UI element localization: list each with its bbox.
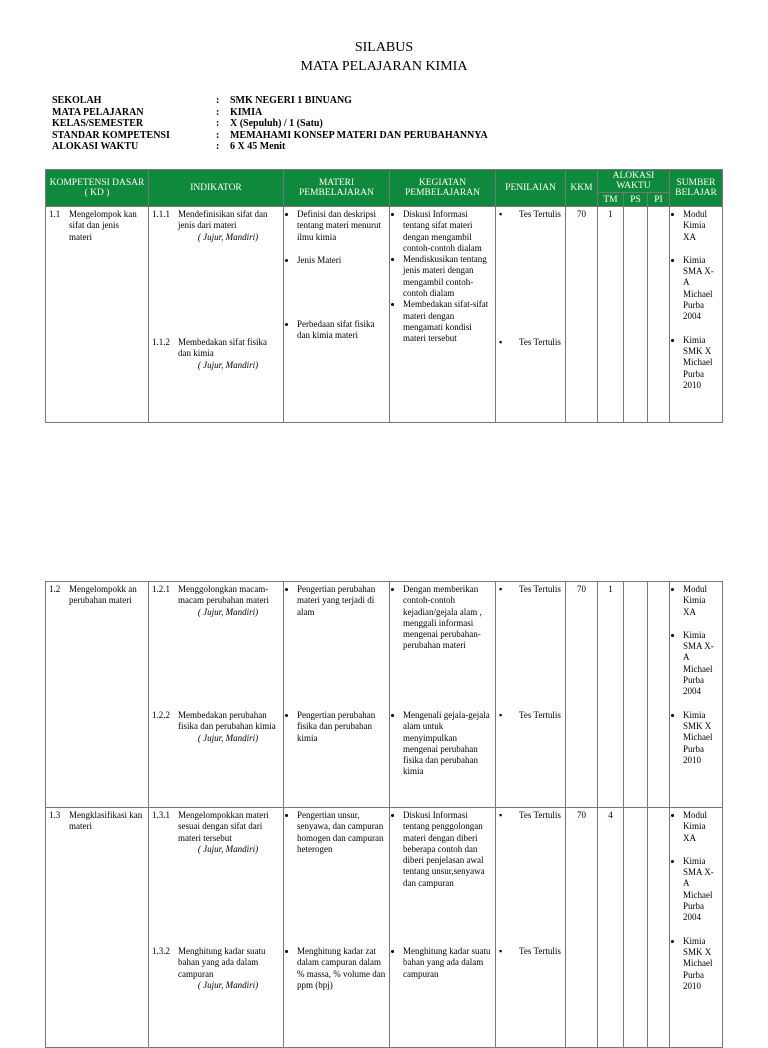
syllabus-table-1 — [45, 169, 723, 423]
penilaian-item: Tes Tertulis — [519, 710, 561, 720]
penilaian-item: Tes Tertulis — [519, 810, 561, 820]
indikator-number: 1.3.2 — [152, 946, 170, 956]
col-kd: KOMPETENSI DASAR ( KD ) — [46, 170, 149, 207]
info-row-kelas: KELAS/SEMESTER : X (Sepuluh) / 1 (Satu) — [52, 118, 323, 129]
penilaian-item: Tes Tertulis — [519, 946, 561, 956]
sumber-item: • Modul Kimia XA — [683, 810, 719, 844]
tm-cell: 1 — [598, 582, 624, 808]
pi-cell — [648, 582, 670, 808]
info-label: ALOKASI WAKTU — [52, 141, 139, 152]
indikator-number: 1.3.1 — [152, 810, 170, 820]
indikator-number: 1.1.1 — [152, 209, 170, 219]
kegiatan-item: • Diskusi Informasi tentang sifat materi dengan mengambil contoh-contoh dialam — [403, 209, 492, 254]
indikator-number: 1.1.2 — [152, 337, 170, 347]
sumber-item: • Kimia SMK X Michael Purba 2010 — [683, 936, 719, 992]
kegiatan-item: • Diskusi Informasi tentang penggolongan materi dengan diberi beberapa contoh dan diberi penjelasan awal tentang unsur,senyawa dan campuran — [403, 810, 492, 946]
sumber-item: • Modul Kimia XA — [683, 209, 719, 243]
kd-number: 1.1 — [49, 209, 61, 219]
kkm-cell: 70 — [566, 808, 598, 1048]
indikator-text: Mengelompokkan materi sesuai dengan sifat dari materi tersebut — [178, 810, 269, 843]
syllabus-table-2 — [45, 581, 723, 1048]
col-kegiatan: KEGIATAN PEMBELAJARAN — [390, 170, 496, 207]
penilaian-item: Tes Tertulis — [519, 337, 561, 347]
pi-cell — [648, 207, 670, 423]
col-kkm: KKM — [566, 170, 598, 207]
kkm-cell: 70 — [566, 582, 598, 808]
penilaian-item: Tes Tertulis — [519, 209, 561, 219]
kd-number: 1.2 — [49, 584, 61, 594]
info-row-alokasi: ALOKASI WAKTU : 6 X 45 Menit — [52, 141, 286, 152]
kd-text: Mengelompokk an perubahan materi — [69, 584, 137, 606]
info-value: KIMIA — [230, 106, 263, 118]
col-sumber: SUMBER BELAJAR — [670, 170, 723, 207]
info-block — [52, 95, 488, 153]
sumber-cell — [670, 207, 723, 423]
materi-item: • Pengertian perubahan materi yang terjadi di alam — [297, 584, 386, 710]
ps-cell — [624, 808, 648, 1048]
info-row-sk: STANDAR KOMPETENSI : MEMAHAMI KONSEP MATERI DAN PERUBAHANNYA — [52, 129, 488, 141]
document-title: SILABUS — [354, 40, 414, 55]
info-row-sekolah: SEKOLAH : SMK NEGERI 1 BINUANG — [52, 95, 352, 106]
sumber-cell — [670, 582, 723, 808]
indikator-cell — [149, 207, 284, 423]
kegiatan-item: • Dengan memberikan contoh-contoh kejadian/gejala alam , menggali informasi mengenai perubahan-perubahan materi — [403, 584, 492, 710]
indikator-cell — [149, 808, 284, 1048]
indikator-number: 1.2.1 — [152, 584, 170, 594]
sumber-item: • Modul Kimia XA — [683, 584, 719, 618]
col-ps: PS — [624, 193, 648, 207]
sumber-item: • Kimia SMA X-A Michael Purba 2004 — [683, 630, 719, 698]
kegiatan-cell — [390, 582, 496, 808]
materi-item: • Menghitung kadar zat dalam campuran dalam % massa, % volume dan ppm (bpj) — [297, 946, 386, 991]
materi-item: • Definisi dan deskripsi tentang materi menurut ilmu kimia — [297, 209, 386, 243]
sumber-cell — [670, 808, 723, 1048]
kegiatan-item: • Mendiskusikan tentang jenis materi dengan mengambil contoh-contoh dialam — [403, 254, 492, 299]
materi-item: • Jenis Materi — [297, 255, 386, 319]
kd-text: Mengklasifikasi kan materi — [69, 810, 143, 832]
col-indikator: INDIKATOR — [149, 170, 284, 207]
materi-cell — [284, 207, 390, 423]
kegiatan-item: • Menghitung kadar suatu bahan yang ada dalam campuran — [403, 946, 492, 980]
info-label: SEKOLAH — [52, 95, 102, 106]
values-text: ( Jujur, Mandiri) — [197, 843, 259, 854]
indikator-text: Membedakan sifat fisika dan kimia — [178, 337, 267, 359]
kegiatan-cell — [390, 207, 496, 423]
tm-cell: 4 — [598, 808, 624, 1048]
penilaian-cell: ▪ Tes Tertulis ▪ Tes Tertulis — [496, 808, 566, 1048]
table-row — [46, 808, 723, 1048]
indikator-text: Menghitung kadar suatu bahan yang ada dalam campuran — [178, 946, 266, 979]
col-alokasi: ALOKASI WAKTU — [598, 170, 670, 193]
indikator-text: Membedakan perubahan fisika dan perubahan kimia — [178, 710, 276, 732]
indikator-text: Mendefinisikan sifat dan jenis dari materi — [178, 209, 268, 231]
pi-cell — [648, 808, 670, 1048]
table-row — [46, 582, 723, 808]
document-subtitle: MATA PELAJARAN KIMIA — [300, 59, 468, 74]
table-row — [46, 207, 723, 423]
values-text: ( Jujur, Mandiri) — [197, 979, 259, 990]
indikator-cell — [149, 582, 284, 808]
values-text: ( Jujur, Mandiri) — [197, 231, 259, 242]
info-label: STANDAR KOMPETENSI — [52, 129, 170, 141]
indikator-number: 1.2.2 — [152, 710, 170, 720]
kd-cell — [46, 582, 149, 808]
col-penilaian: PENILAIAN — [496, 170, 566, 207]
col-pi: PI — [648, 193, 670, 207]
info-value: SMK NEGERI 1 BINUANG — [230, 95, 352, 106]
info-value: 6 X 45 Menit — [230, 141, 286, 152]
values-text: ( Jujur, Mandiri) — [197, 732, 259, 743]
info-value: X (Sepuluh) / 1 (Satu) — [230, 118, 323, 129]
kd-number: 1.3 — [49, 810, 61, 820]
ps-cell — [624, 582, 648, 808]
kd-text: Mengelompok kan sifat dan jenis materi — [69, 209, 137, 242]
info-row-mapel: MATA PELAJARAN : KIMIA — [52, 106, 263, 118]
info-label: KELAS/SEMESTER — [52, 118, 144, 129]
tm-cell: 1 — [598, 207, 624, 423]
values-text: ( Jujur, Mandiri) — [197, 359, 259, 370]
kegiatan-cell — [390, 808, 496, 1048]
sumber-item: • Kimia SMA X-A Michael Purba 2004 — [683, 856, 719, 924]
ps-cell — [624, 207, 648, 423]
penilaian-cell: ▪ Tes Tertulis ▪ Tes Tertulis — [496, 582, 566, 808]
kd-cell — [46, 808, 149, 1048]
info-value: MEMAHAMI KONSEP MATERI DAN PERUBAHANNYA — [230, 129, 488, 141]
kd-cell — [46, 207, 149, 423]
values-text: ( Jujur, Mandiri) — [197, 606, 259, 617]
materi-cell — [284, 582, 390, 808]
indikator-text: Menggolongkan macam-macam perubahan materi — [178, 584, 269, 606]
kegiatan-item: • Mengenali gejala-gejala alam untuk menyimpulkan mengenai perubahan fisika dan perubahan kimia — [403, 710, 492, 778]
kkm-cell: 70 — [566, 207, 598, 423]
kegiatan-item: • Membedakan sifat-sifat materi dengan mengamati kondisi materi tersebut — [403, 299, 492, 344]
materi-cell — [284, 808, 390, 1048]
info-label: MATA PELAJARAN — [52, 106, 144, 118]
col-tm: TM — [598, 193, 624, 207]
materi-item: • Pengertian perubahan fisika dan perubahan kimia — [297, 710, 386, 744]
materi-item: • Pengertian unsur, senyawa, dan campuran homogen dan campuran heterogen — [297, 810, 386, 946]
sumber-item: • Kimia SMK X Michael Purba 2010 — [683, 710, 719, 766]
sumber-item: • Kimia SMA X-A Michael Purba 2004 — [683, 255, 719, 323]
penilaian-item: Tes Tertulis — [519, 584, 561, 594]
penilaian-cell: ▪ Tes Tertulis ▪ Tes Tertulis — [496, 207, 566, 423]
sumber-item: • Kimia SMK X Michael Purba 2010 — [683, 335, 719, 391]
materi-item: • Perbedaan sifat fisika dan kimia materi — [297, 319, 386, 342]
col-materi: MATERI PEMBELAJARAN — [284, 170, 390, 207]
